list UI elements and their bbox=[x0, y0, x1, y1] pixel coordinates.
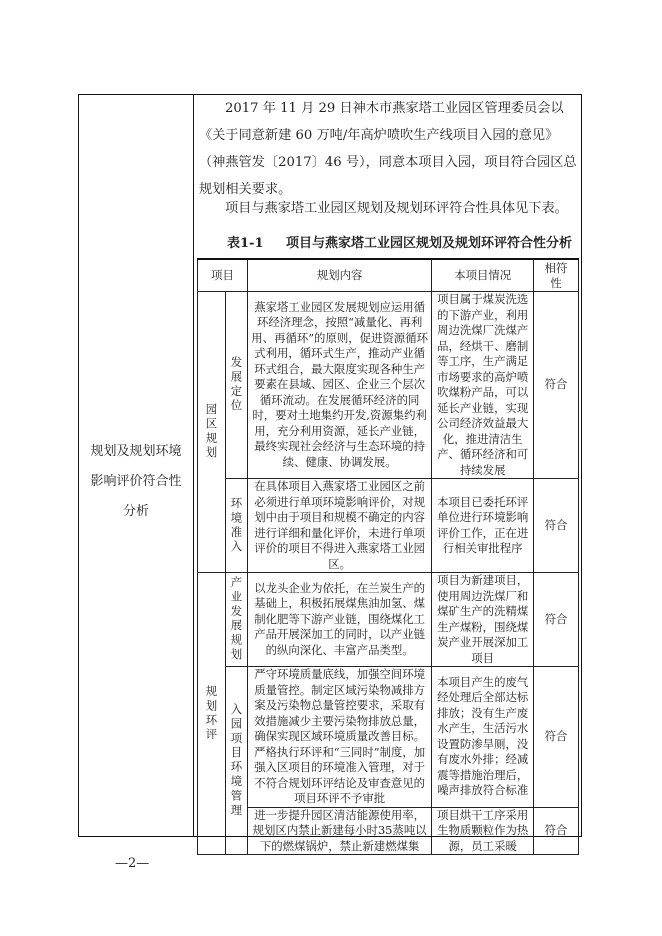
project-status-cell: 项目烘干工序采用生物质颗粒作为热源，员工采暖 bbox=[432, 807, 534, 855]
section-label-line: 规划及规划环境 bbox=[90, 444, 182, 459]
compliance-cell: 符合 bbox=[534, 479, 579, 573]
table-title: 项目与燕家塔工业园区规划及规划环评符合性分析 bbox=[286, 236, 573, 251]
plan-content-cell: 燕家塔工业园区发展规划应运用循环经济理念，按照“减量化、再利用、再循环”的原则，促进资源循环式利用，循环式生产，推动产业循环式组合，最大限度实现各种生产要素在县域、园区、企业三个层次循环流动。在发展循环经济的同时，要对土地集约开发,资源集约利用，充分利用资源，延长产业链，最终实现社会经济与生态环境的持续、健康、协调发展。 bbox=[247, 292, 431, 479]
compliance-cell: 符合 bbox=[534, 573, 579, 667]
project-status-cell: 本项目产生的废气经处理后全部达标排放；没有生产废水产生，生活污水设置防渗旱厕，没有废水外排；经减震等措施治理后，噪声排放符合标准 bbox=[432, 667, 534, 808]
paragraph-intro: 项目与燕家塔工业园区规划及规划环评符合性具体见下表。 bbox=[225, 201, 568, 216]
project-status-cell: 本项目已委托环评单位进行环境影响评价工作，正在进行相关审批程序 bbox=[432, 479, 534, 573]
group-name: 园区规划 bbox=[204, 403, 219, 461]
header-project-status: 本项目情况 bbox=[432, 259, 534, 292]
page-number: —2— bbox=[115, 856, 150, 871]
outer-table bbox=[78, 94, 582, 853]
group-cell bbox=[198, 292, 226, 573]
sub-item-cell bbox=[225, 667, 247, 855]
table-row bbox=[198, 667, 579, 808]
plan-content-cell: 在具体项目入燕家塔工业园区之前必须进行单项环境影响评价，对规划中由于项目和规模不确定的内容进行详细和量化评价，未进行单项评价的项目不得进入燕家塔工业园区。 bbox=[247, 479, 431, 573]
compliance-cell: 符合 bbox=[534, 807, 579, 855]
table-row bbox=[198, 479, 579, 573]
sub-item-name: 环境准入 bbox=[229, 496, 244, 555]
table-number: 表1-1 bbox=[227, 236, 264, 251]
sub-item-name: 产业发展规划 bbox=[229, 576, 244, 663]
sub-item-name: 入园项目环境管理 bbox=[229, 702, 244, 819]
header-compliance bbox=[534, 259, 579, 292]
section-label bbox=[79, 437, 193, 527]
column-divider bbox=[193, 95, 194, 836]
paragraph-approval: 2017 年 11 月 29 日神木市燕家塔工业园区管理委员会以《关于同意新建 60 万吨/年高炉喷吹生产线项目入园的意见》（神燕管发〔2017〕46 号），同意本项目入园，项目符合园区总规划相关要求。 bbox=[199, 101, 577, 197]
sub-item-name: 发展定位 bbox=[229, 356, 244, 414]
compliance-cell: 符合 bbox=[534, 667, 579, 808]
plan-content-cell: 以龙头企业为依托，在兰炭生产的基础上，积极拓展煤焦油加氢、煤制化肥等下游产业链，围绕煤化工产品开展深加工的同时，以产业链的纵向深化、丰富产品类型。 bbox=[247, 573, 431, 667]
plan-content-cell: 进一步提升园区清洁能源使用率，规划区内禁止新建每小时35蒸吨以下的燃煤锅炉，禁止新建燃煤集 bbox=[247, 807, 431, 855]
project-status-cell: 项目属于煤炭洗选的下游产业，利用周边洗煤厂洗煤产品，经烘干、磨制等工序，生产满足市场要求的高炉喷吹煤粉产品，可以延长产业链，实现公司经济效益最大化，推进清洁生产、循环经济和可持续发展 bbox=[432, 292, 534, 479]
header-item: 项目 bbox=[198, 259, 248, 292]
sub-item-cell bbox=[225, 292, 247, 479]
compliance-cell: 符合 bbox=[534, 292, 579, 479]
table-caption bbox=[227, 232, 572, 251]
sub-item-cell bbox=[225, 573, 247, 667]
compliance-table bbox=[197, 258, 579, 855]
table-row bbox=[198, 573, 579, 667]
section-label-line: 分析 bbox=[122, 504, 149, 519]
table-row bbox=[198, 807, 579, 855]
plan-content-cell: 严守环境质量底线，加强空间环境质量管控。制定区域污染物减排方案及污染物总量管控要求，采取有效措施减少主要污染物排放总量，确保实现区域环境质量改善目标。严格执行环评和“三同时”制度，加强入区项目的环境准入管理，对于不符合规划环评结论及审查意见的项目环评不予审批 bbox=[247, 667, 431, 808]
table-header-row bbox=[198, 259, 579, 292]
project-status-cell: 项目为新建项目，使用周边洗煤厂和煤矿生产的洗精煤生产煤粉，围绕煤炭产业开展深加工项目 bbox=[432, 573, 534, 667]
table-row bbox=[198, 292, 579, 479]
sub-item-cell bbox=[225, 479, 247, 573]
group-cell bbox=[198, 573, 226, 855]
group-name: 规划环评 bbox=[204, 684, 219, 743]
section-label-line: 影响评价符合性 bbox=[90, 474, 182, 489]
header-plan-content: 规划内容 bbox=[247, 259, 431, 292]
header-compliance-text: 相符性 bbox=[544, 260, 568, 290]
